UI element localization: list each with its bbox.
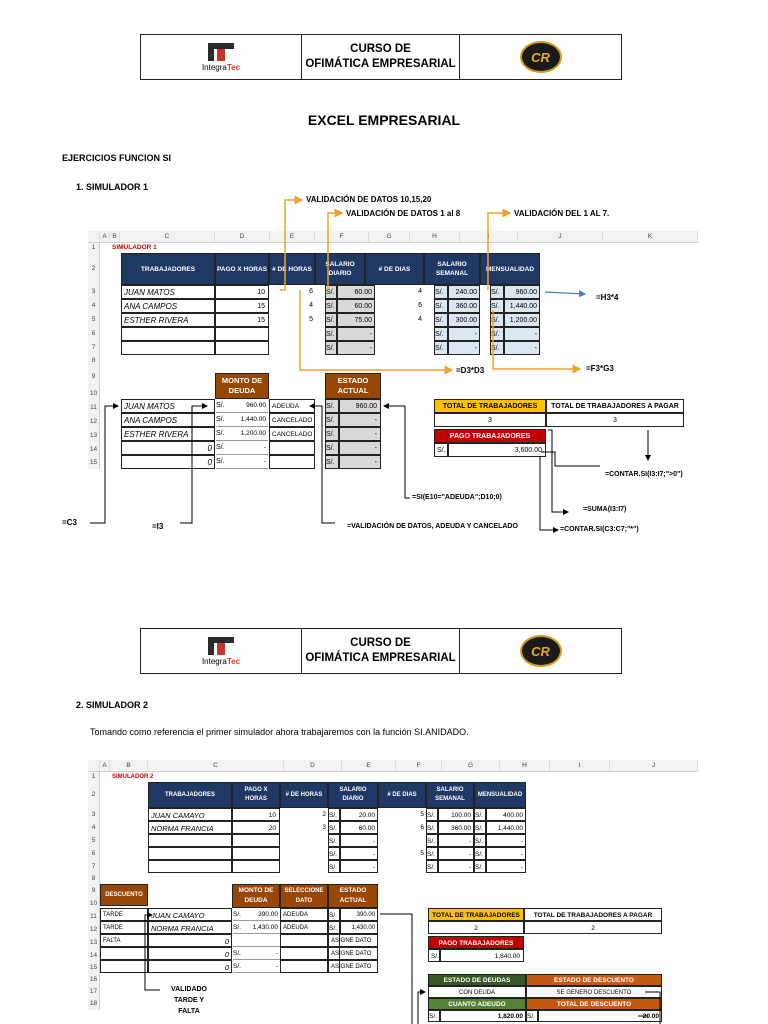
total-trab-label: TOTAL DE TRABAJADORES bbox=[434, 399, 546, 413]
currency-label: S/. bbox=[434, 299, 448, 313]
total-trab-value: 2 bbox=[428, 921, 524, 934]
logo-text-a: Integra bbox=[201, 657, 227, 666]
currency-label: S/. bbox=[426, 834, 438, 847]
table-header: SALARIO DIARIO bbox=[328, 782, 378, 808]
mensual-cell[interactable]: - bbox=[486, 834, 526, 847]
currency-label: S/. bbox=[474, 860, 486, 873]
column-header: E bbox=[270, 231, 315, 243]
annotation-val-10-15-20: VALIDACIÓN DE DATOS 10,15,20 bbox=[306, 195, 432, 204]
currency-label: S/. bbox=[216, 427, 228, 441]
mensual-cell[interactable]: 1,200.00 bbox=[504, 313, 540, 327]
estado-header: ESTADO ACTUAL bbox=[328, 884, 378, 908]
currency-label: S/. bbox=[474, 808, 486, 821]
currency-label: S/. bbox=[490, 313, 504, 327]
annotation-contar-si-c: =CONTAR.SI(C3:C7;"*") bbox=[560, 526, 639, 533]
currency-label: S/. bbox=[434, 341, 448, 355]
row-header: 1 bbox=[88, 772, 100, 782]
semanal-cell[interactable]: 300.00 bbox=[448, 313, 480, 327]
currency-label: S/. bbox=[216, 455, 228, 469]
actual-cell[interactable]: - bbox=[339, 441, 381, 455]
currency-label: S/. bbox=[490, 341, 504, 355]
dias-cell[interactable]: 5 bbox=[420, 811, 424, 818]
selec-cell[interactable]: ADEUDA bbox=[280, 921, 328, 934]
pago-cell[interactable]: 15 bbox=[215, 299, 269, 313]
column-header: H bbox=[410, 231, 460, 243]
currency-label: S/. bbox=[428, 949, 440, 962]
total-pagar-value: 3 bbox=[546, 413, 684, 427]
currency-label: S/. bbox=[328, 847, 340, 860]
currency-label: S/. bbox=[233, 960, 245, 973]
column-header: G bbox=[442, 760, 500, 772]
semanal-cell[interactable]: 360.00 bbox=[438, 821, 474, 834]
selec-header: SELECCIONE DATO bbox=[280, 884, 328, 908]
actual-cell[interactable]: ASIGNE DATO bbox=[328, 947, 378, 960]
total-pagar-label: TOTAL DE TRABAJADORES A PAGAR bbox=[546, 399, 684, 413]
currency-label: S/. bbox=[216, 413, 228, 427]
annotation-contar-si-i: =CONTAR.SI(I3:I7;">0") bbox=[605, 471, 683, 478]
semanal-cell[interactable]: - bbox=[438, 847, 474, 860]
descuento-value: 20.00 bbox=[538, 1010, 662, 1022]
dias-cell[interactable]: 5 bbox=[420, 850, 424, 857]
mensual-cell[interactable]: 960.00 bbox=[504, 285, 540, 299]
row-header: 1 bbox=[88, 243, 100, 253]
table-header: MENSUALIDAD bbox=[480, 253, 540, 285]
row-header: 5 bbox=[88, 834, 100, 847]
row-header: 13 bbox=[88, 936, 100, 949]
currency-label: S/. bbox=[325, 327, 337, 341]
worker-name-cell[interactable]: JUAN MATOS bbox=[121, 399, 215, 413]
currency-label: S/. bbox=[325, 427, 339, 441]
currency-label bbox=[233, 934, 245, 947]
column-header: C bbox=[148, 760, 284, 772]
dias-cell[interactable] bbox=[378, 834, 426, 847]
estado-select-cell[interactable]: CANCELADO bbox=[269, 413, 315, 427]
row-header: 2 bbox=[88, 782, 100, 808]
descuento-cell[interactable]: FALTA bbox=[100, 934, 148, 947]
currency-label: S/. bbox=[474, 847, 486, 860]
currency-label: S/. bbox=[434, 285, 448, 299]
actual-cell[interactable]: 1,430.00 bbox=[340, 921, 378, 934]
pago-value: 1,840.00 bbox=[440, 949, 524, 962]
pago-cell[interactable] bbox=[232, 860, 280, 873]
worker-name-cell[interactable]: NORMA FRANCIA bbox=[148, 921, 232, 934]
currency-label: S/. bbox=[233, 921, 245, 934]
monto-cell[interactable]: 1,200.00 bbox=[228, 427, 268, 441]
semanal-cell[interactable]: 240.00 bbox=[448, 285, 480, 299]
annotation-val-1-8: VALIDACIÓN DE DATOS 1 al 8 bbox=[346, 209, 461, 218]
currency-label: S/. bbox=[328, 908, 340, 921]
worker-name-cell[interactable]: JUAN CAMAYO bbox=[148, 908, 232, 921]
monto-cell[interactable]: - bbox=[245, 960, 280, 973]
currency-label: S/. bbox=[325, 441, 339, 455]
table-header: # DE DIAS bbox=[378, 782, 426, 808]
worker-name-cell[interactable] bbox=[148, 834, 232, 847]
total-pagar-label: TOTAL DE TRABAJADORES A PAGAR bbox=[524, 908, 662, 921]
actual-cell[interactable]: 390.00 bbox=[340, 908, 378, 921]
row-header: 14 bbox=[88, 949, 100, 962]
worker-name-cell[interactable]: JUAN MATOS bbox=[121, 285, 215, 299]
sim-label: SIMULADOR 1 bbox=[112, 244, 157, 251]
worker-name-cell[interactable]: 0 bbox=[121, 441, 215, 455]
mensual-cell[interactable]: - bbox=[486, 860, 526, 873]
annotation-val-1-7: VALIDACIÓN DEL 1 AL 7. bbox=[514, 209, 610, 218]
estado-descuento-header: ESTADO DE DESCUENTO bbox=[526, 974, 662, 986]
logo-text-b: Tec bbox=[226, 657, 241, 666]
semanal-cell[interactable]: 360.00 bbox=[448, 299, 480, 313]
row-header: 14 bbox=[88, 443, 100, 457]
table-header: SALARIO DIARIO bbox=[315, 253, 365, 285]
salario-cell[interactable]: 60.00 bbox=[337, 299, 375, 313]
row-header: 11 bbox=[88, 910, 100, 923]
annotation-i3: =I3 bbox=[152, 522, 164, 531]
page-title: EXCEL EMPRESARIAL bbox=[307, 112, 461, 128]
horas-cell[interactable] bbox=[280, 847, 328, 860]
currency-label: S/. bbox=[426, 860, 438, 873]
currency-label: S/. bbox=[434, 443, 448, 457]
annotation-h3x4: =H3*4 bbox=[596, 293, 619, 302]
estado-deudas-header: ESTADO DE DEUDAS bbox=[428, 974, 526, 986]
currency-label: S/. bbox=[328, 821, 340, 834]
actual-cell[interactable]: 960.00 bbox=[339, 399, 381, 413]
pago-label: PAGO TRABAJADORES bbox=[434, 429, 546, 443]
worker-name-cell[interactable]: 0 bbox=[121, 455, 215, 469]
column-header: J bbox=[518, 231, 603, 243]
column-header: G bbox=[369, 231, 410, 243]
row-header: 5 bbox=[88, 313, 100, 327]
monto-cell[interactable]: 1,430.00 bbox=[245, 921, 280, 934]
currency-label: S/. bbox=[474, 821, 486, 834]
row-header: 15 bbox=[88, 457, 100, 469]
selec-cell[interactable] bbox=[280, 947, 328, 960]
row-header: 4 bbox=[88, 299, 100, 313]
selec-cell[interactable]: ADEUDA bbox=[280, 908, 328, 921]
worker-name-cell[interactable] bbox=[148, 847, 232, 860]
row-header: 8 bbox=[88, 873, 100, 884]
currency-label: S/. bbox=[216, 399, 228, 413]
currency-label: S/. bbox=[325, 455, 339, 469]
currency-label: S/. bbox=[325, 399, 339, 413]
descuento-cell[interactable]: TARDE bbox=[100, 921, 148, 934]
dias-cell[interactable]: 6 bbox=[420, 824, 424, 831]
monto-header: MONTO DE DEUDA bbox=[215, 373, 269, 399]
row-header: 8 bbox=[88, 355, 100, 367]
column-header: J bbox=[610, 760, 698, 772]
monto-cell[interactable]: 390.00 bbox=[245, 908, 280, 921]
integratec-logo-2 bbox=[202, 636, 240, 666]
row-header: 16 bbox=[88, 974, 100, 986]
annotation-f3xg3: =F3*G3 bbox=[586, 364, 614, 373]
column-header: F bbox=[315, 231, 369, 243]
integratec-icon bbox=[206, 636, 236, 656]
row-header: 6 bbox=[88, 847, 100, 860]
pago-cell[interactable]: 20 bbox=[232, 821, 280, 834]
annotation-val-adeuda: =VALIDACIÓN DE DATOS, ADEUDA Y CANCELADO bbox=[347, 523, 518, 530]
monto-cell[interactable]: - bbox=[245, 947, 280, 960]
actual-cell[interactable]: - bbox=[339, 427, 381, 441]
currency-label: S/. bbox=[434, 313, 448, 327]
course-line1: CURSO DE bbox=[350, 43, 411, 55]
worker-name-cell[interactable] bbox=[148, 860, 232, 873]
adeudo-value: 1,820.00 bbox=[440, 1010, 526, 1022]
column-header: K bbox=[603, 231, 698, 243]
row-header: 10 bbox=[88, 387, 100, 401]
column-header: A bbox=[100, 231, 110, 243]
row-header: 4 bbox=[88, 821, 100, 834]
worker-name-cell[interactable]: ANA CAMPOS bbox=[121, 413, 215, 427]
row-header: 17 bbox=[88, 986, 100, 998]
row-header: 7 bbox=[88, 860, 100, 873]
pago-cell[interactable]: 10 bbox=[215, 285, 269, 299]
worker-name-cell[interactable]: NORMA FRANCIA bbox=[148, 821, 232, 834]
column-header: D bbox=[215, 231, 270, 243]
salario-cell[interactable]: 75.00 bbox=[337, 313, 375, 327]
selec-cell[interactable] bbox=[280, 934, 328, 947]
row-header: 2 bbox=[88, 253, 100, 285]
pago-cell[interactable] bbox=[232, 847, 280, 860]
horas-cell[interactable]: 4 bbox=[309, 302, 313, 309]
table-header: # DE DIAS bbox=[365, 253, 424, 285]
logo-cell-2 bbox=[141, 629, 302, 673]
column-header: I bbox=[460, 231, 518, 243]
logo-text-b: Tec bbox=[226, 63, 241, 72]
worker-name-cell[interactable]: ESTHER RIVERA bbox=[121, 313, 215, 327]
worker-name-cell[interactable]: JUAN CAMAYO bbox=[148, 808, 232, 821]
currency-label: S/. bbox=[490, 327, 504, 341]
currency-label: S/. bbox=[490, 285, 504, 299]
sim2-heading: 2. SIMULADOR 2 bbox=[76, 700, 149, 710]
cuanto-adeudo-header: CUANTO ADEUDO bbox=[428, 998, 526, 1010]
row-header: 13 bbox=[88, 429, 100, 443]
table-header: MENSUALIDAD bbox=[474, 782, 526, 808]
salario-cell[interactable]: - bbox=[337, 341, 375, 355]
dias-cell[interactable]: 4 bbox=[418, 316, 422, 323]
currency-label: S/. bbox=[328, 860, 340, 873]
estado-select-cell[interactable]: CANCELADO bbox=[269, 427, 315, 441]
table-header: # DE HORAS bbox=[269, 253, 315, 285]
horas-cell[interactable] bbox=[280, 860, 328, 873]
se-genero-cell[interactable]: SE GENERO DESCUENTO bbox=[526, 986, 662, 998]
table-header: SALARIO SEMANAL bbox=[426, 782, 474, 808]
mensual-cell[interactable]: - bbox=[504, 327, 540, 341]
horas-cell[interactable]: 2 bbox=[322, 811, 326, 818]
currency-label: S/. bbox=[526, 1010, 538, 1022]
salario-cell[interactable]: - bbox=[340, 847, 378, 860]
currency-label: S/. bbox=[233, 947, 245, 960]
actual-cell[interactable]: - bbox=[339, 455, 381, 469]
row-header: 6 bbox=[88, 327, 100, 341]
course-line2: OFIMÁTICA EMPRESARIAL bbox=[305, 652, 456, 664]
semanal-cell[interactable]: - bbox=[448, 341, 480, 355]
currency-label: S/. bbox=[325, 413, 339, 427]
row-header: 15 bbox=[88, 962, 100, 974]
row-header: 11 bbox=[88, 401, 100, 415]
table-header: PAGO X HORAS bbox=[215, 253, 269, 285]
cr-badge-icon: CR bbox=[520, 635, 562, 667]
currency-label: S/. bbox=[490, 299, 504, 313]
row-header: 7 bbox=[88, 341, 100, 355]
currency-label: S/. bbox=[325, 341, 337, 355]
annotation-d3xd3: =D3*D3 bbox=[456, 366, 485, 375]
row-header: 9 bbox=[88, 367, 100, 387]
logo-text-a: Integra bbox=[201, 63, 227, 72]
currency-label: S/. bbox=[328, 921, 340, 934]
worker-name-cell[interactable]: ANA CAMPOS bbox=[121, 299, 215, 313]
cr-badge-icon: CR bbox=[520, 41, 562, 73]
pago-cell[interactable]: 10 bbox=[232, 808, 280, 821]
mensual-cell[interactable]: - bbox=[504, 341, 540, 355]
horas-cell[interactable]: 3 bbox=[322, 824, 326, 831]
salario-cell[interactable]: - bbox=[340, 860, 378, 873]
descuento-header: DESCUENTO bbox=[100, 884, 148, 906]
currency-label: S/. bbox=[328, 808, 340, 821]
salario-cell[interactable]: - bbox=[340, 834, 378, 847]
dias-cell[interactable]: 4 bbox=[418, 288, 422, 295]
row-header: 3 bbox=[88, 808, 100, 821]
semanal-cell[interactable]: 100.00 bbox=[438, 808, 474, 821]
pago-value: 3,600.00 bbox=[448, 443, 546, 457]
monto-header: MONTO DE DEUDA bbox=[232, 884, 280, 908]
semanal-cell[interactable]: - bbox=[438, 860, 474, 873]
descuento-cell[interactable] bbox=[100, 947, 148, 960]
course-line1: CURSO DE bbox=[350, 637, 411, 649]
pago-label: PAGO TRABAJADORES bbox=[428, 936, 524, 949]
actual-cell[interactable]: - bbox=[339, 413, 381, 427]
dias-cell[interactable]: 6 bbox=[418, 302, 422, 309]
column-header: F bbox=[396, 760, 442, 772]
semanal-cell[interactable]: - bbox=[448, 327, 480, 341]
total-pagar-value: 2 bbox=[524, 921, 662, 934]
currency-label: S/. bbox=[233, 908, 245, 921]
semanal-cell[interactable]: - bbox=[438, 834, 474, 847]
annotation-validado: VALIDADO TARDE Y FALTA bbox=[170, 986, 208, 1015]
column-header: B bbox=[110, 231, 120, 243]
dias-cell[interactable] bbox=[378, 860, 426, 873]
salario-cell[interactable]: - bbox=[337, 327, 375, 341]
mensual-cell[interactable]: 1,440.00 bbox=[486, 821, 526, 834]
descuento-cell[interactable]: TARDE bbox=[100, 908, 148, 921]
descuento-cell[interactable] bbox=[100, 960, 148, 973]
salario-cell[interactable]: 20.00 bbox=[340, 808, 378, 821]
salario-cell[interactable]: 60.00 bbox=[337, 285, 375, 299]
pago-cell[interactable] bbox=[232, 834, 280, 847]
column-header: C bbox=[120, 231, 215, 243]
total-trab-label: TOTAL DE TRABAJADORES bbox=[428, 908, 524, 921]
badge-cell-2 bbox=[460, 629, 621, 673]
course-header-2 bbox=[140, 628, 622, 674]
table-header: TRABAJADORES bbox=[121, 253, 215, 285]
currency-label: S/. bbox=[325, 299, 337, 313]
monto-cell[interactable] bbox=[245, 934, 280, 947]
column-header: H bbox=[500, 760, 550, 772]
sim1-heading: 1. SIMULADOR 1 bbox=[76, 182, 149, 192]
mensual-cell[interactable]: 1,440.00 bbox=[504, 299, 540, 313]
column-header: D bbox=[284, 760, 342, 772]
actual-cell[interactable]: ASIGNE DATO bbox=[328, 960, 378, 973]
column-header: I bbox=[550, 760, 610, 772]
mensual-cell[interactable]: - bbox=[486, 847, 526, 860]
worker-name-cell[interactable]: 0 bbox=[148, 960, 232, 973]
salario-cell[interactable]: 60.00 bbox=[340, 821, 378, 834]
row-header: 10 bbox=[88, 898, 100, 910]
table-header: PAGO X HORAS bbox=[232, 782, 280, 808]
currency-label: S/. bbox=[216, 441, 228, 455]
horas-cell[interactable]: 5 bbox=[309, 316, 313, 323]
table-header: TRABAJADORES bbox=[148, 782, 232, 808]
course-title-cell-2 bbox=[302, 629, 460, 673]
worker-name-cell[interactable]: ESTHER RIVERA bbox=[121, 427, 215, 441]
currency-label: S/. bbox=[328, 834, 340, 847]
worker-name-cell[interactable]: 0 bbox=[148, 947, 232, 960]
pago-cell[interactable]: 15 bbox=[215, 313, 269, 327]
currency-label: S/. bbox=[325, 285, 337, 299]
worker-name-cell[interactable]: 0 bbox=[148, 934, 232, 947]
currency-label: S/. bbox=[426, 808, 438, 821]
monto-cell[interactable]: 1,440.00 bbox=[228, 413, 268, 427]
corner-header bbox=[88, 760, 100, 772]
annotation-si-e10: =SI(E10="ADEUDA";D10;0) bbox=[412, 494, 502, 501]
con-deuda-cell[interactable]: CON DEUDA bbox=[428, 986, 526, 998]
row-header: 9 bbox=[88, 884, 100, 898]
sim2-intro: Tomando como referencia el primer simulador ahora trabajaremos con la función SI.ANIDADO. bbox=[90, 727, 469, 737]
row-header: 12 bbox=[88, 415, 100, 429]
horas-cell[interactable] bbox=[280, 834, 328, 847]
section-label: EJERCICIOS FUNCION SI bbox=[62, 153, 172, 163]
table-header: SALARIO SEMANAL bbox=[424, 253, 480, 285]
estado-select-cell[interactable]: ADEUDA bbox=[269, 399, 315, 413]
row-header: 18 bbox=[88, 998, 100, 1010]
estado-header: ESTADO ACTUAL bbox=[325, 373, 381, 399]
sim-label: SIMULADOR 2 bbox=[112, 774, 154, 780]
currency-label: S/. bbox=[428, 1010, 440, 1022]
annotation-suma: =SUMA(I3:I7) bbox=[583, 506, 627, 513]
currency-label: S/. bbox=[474, 834, 486, 847]
annotation-c3: =C3 bbox=[62, 518, 77, 527]
monto-cell[interactable]: 960.00 bbox=[228, 399, 268, 413]
monto-cell[interactable]: - bbox=[228, 441, 268, 455]
row-header: 3 bbox=[88, 285, 100, 299]
actual-cell[interactable]: ASIGNE DATO bbox=[328, 934, 378, 947]
total-descuento-header: TOTAL DE DESCUENTO bbox=[526, 998, 662, 1010]
total-trab-value: 3 bbox=[434, 413, 546, 427]
currency-label: S/. bbox=[325, 313, 337, 327]
table-header: # DE HORAS bbox=[280, 782, 328, 808]
currency-label: S/. bbox=[426, 821, 438, 834]
course-line2: OFIMÁTICA EMPRESARIAL bbox=[305, 58, 456, 70]
currency-label: S/. bbox=[434, 327, 448, 341]
horas-cell[interactable]: 6 bbox=[309, 288, 313, 295]
currency-label: S/. bbox=[426, 847, 438, 860]
row-header: 12 bbox=[88, 923, 100, 936]
monto-cell[interactable]: - bbox=[228, 455, 268, 469]
selec-cell[interactable] bbox=[280, 960, 328, 973]
column-header: A bbox=[100, 760, 110, 772]
column-header: B bbox=[110, 760, 148, 772]
mensual-cell[interactable]: 400.00 bbox=[486, 808, 526, 821]
column-header: E bbox=[342, 760, 396, 772]
